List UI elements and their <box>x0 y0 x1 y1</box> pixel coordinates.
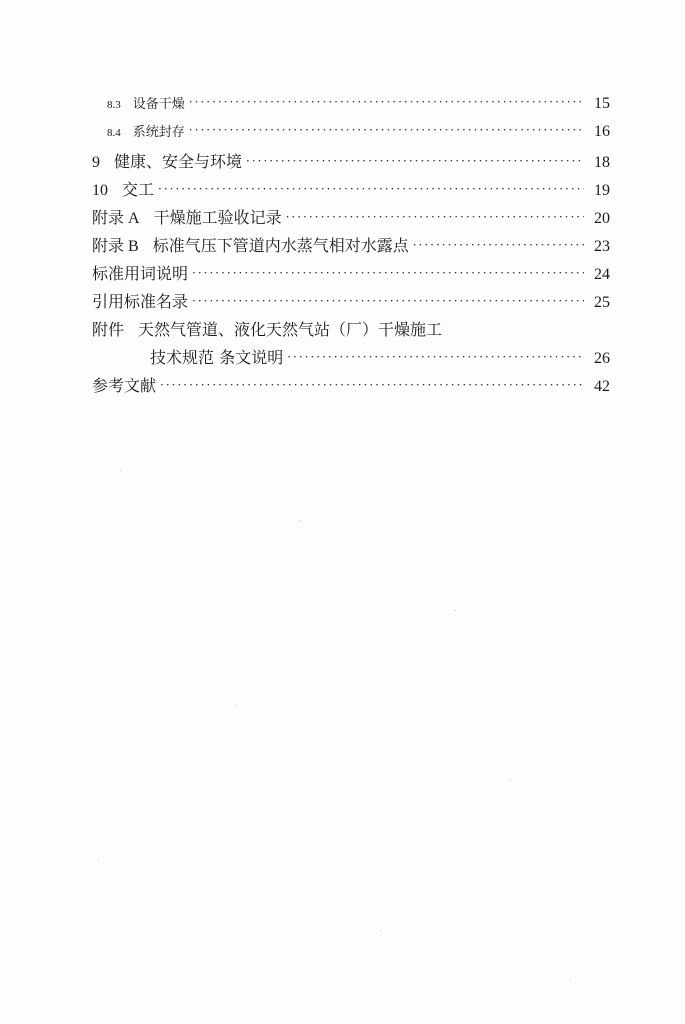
toc-entry-10[interactable] <box>92 177 610 205</box>
toc-entry-title: 标准用词说明 <box>92 264 189 283</box>
dot-leader <box>246 154 584 168</box>
toc-entry-title: 天然气管道、液化天然气站（厂）干燥施工 <box>138 320 443 339</box>
toc-entry-number: 10 <box>92 182 108 199</box>
toc-entry-title: 干燥施工验收记录 <box>153 208 282 227</box>
toc-entry-title: 系统封存 <box>132 125 185 140</box>
dot-leader <box>192 266 584 280</box>
toc-entry-title: 参考文献 <box>92 376 157 395</box>
toc-entry-page: 15 <box>594 95 610 112</box>
toc-entry-title: 标准气压下管道内水蒸气相对水露点 <box>152 236 409 255</box>
toc-entry-terms-explanation[interactable] <box>92 261 610 289</box>
toc-entry-title-part-a: 技术规范 <box>150 348 215 367</box>
scan-speck <box>120 470 121 471</box>
toc-entry-cited-standards[interactable] <box>92 289 610 317</box>
toc-entry-page: 20 <box>594 210 610 227</box>
toc-entry-number: 9 <box>92 154 100 171</box>
toc-entry-number: 附录 B <box>92 238 139 255</box>
toc-entry-8-3[interactable] <box>92 93 610 121</box>
toc-entry-page: 24 <box>594 266 610 283</box>
toc-entry-page: 26 <box>594 350 610 367</box>
toc-entry-number: 8.4 <box>107 127 121 139</box>
dot-leader <box>286 210 584 224</box>
scan-speck <box>455 610 456 611</box>
scan-speck <box>570 980 571 981</box>
toc-entry-appendix-a[interactable] <box>92 205 610 233</box>
toc-entry-title-part-b: 条文说明 <box>219 348 284 367</box>
toc-entry-8-4[interactable] <box>92 121 610 149</box>
toc-entry-number: 附录 A <box>92 210 140 227</box>
toc-entry-annex-continued[interactable] <box>92 345 610 373</box>
toc-entry-number: 8.3 <box>107 99 121 111</box>
toc-entry-title: 设备干燥 <box>132 97 185 112</box>
toc-entry-page: 42 <box>594 378 610 395</box>
dot-leader <box>413 238 584 252</box>
toc-entry-9[interactable] <box>92 149 610 177</box>
dot-leader <box>189 123 584 137</box>
toc-entry-appendix-b[interactable] <box>92 233 610 261</box>
scan-speck <box>380 930 381 931</box>
toc-entry-title: 引用标准名录 <box>92 292 189 311</box>
scan-speck <box>98 860 99 861</box>
scan-speck <box>300 520 301 521</box>
toc-entry-page: 16 <box>594 123 610 140</box>
dot-leader <box>192 294 584 308</box>
dot-leader <box>189 95 584 109</box>
dot-leader <box>158 182 584 196</box>
scan-speck <box>235 705 236 706</box>
dot-leader <box>160 378 584 392</box>
toc-entry-references[interactable] <box>92 373 610 401</box>
toc-entry-title: 交工 <box>122 180 155 199</box>
toc-entry-page: 18 <box>594 154 610 171</box>
toc-entry-page: 19 <box>594 182 610 199</box>
scan-speck <box>510 780 511 781</box>
dot-leader <box>287 350 584 364</box>
toc-entry-annex[interactable] <box>92 317 610 345</box>
toc-entry-title: 健康、安全与环境 <box>114 152 243 171</box>
toc-entry-number: 附件 <box>92 322 125 339</box>
toc-entry-page: 23 <box>594 238 610 255</box>
table-of-contents <box>92 93 610 401</box>
toc-entry-page: 25 <box>594 294 610 311</box>
